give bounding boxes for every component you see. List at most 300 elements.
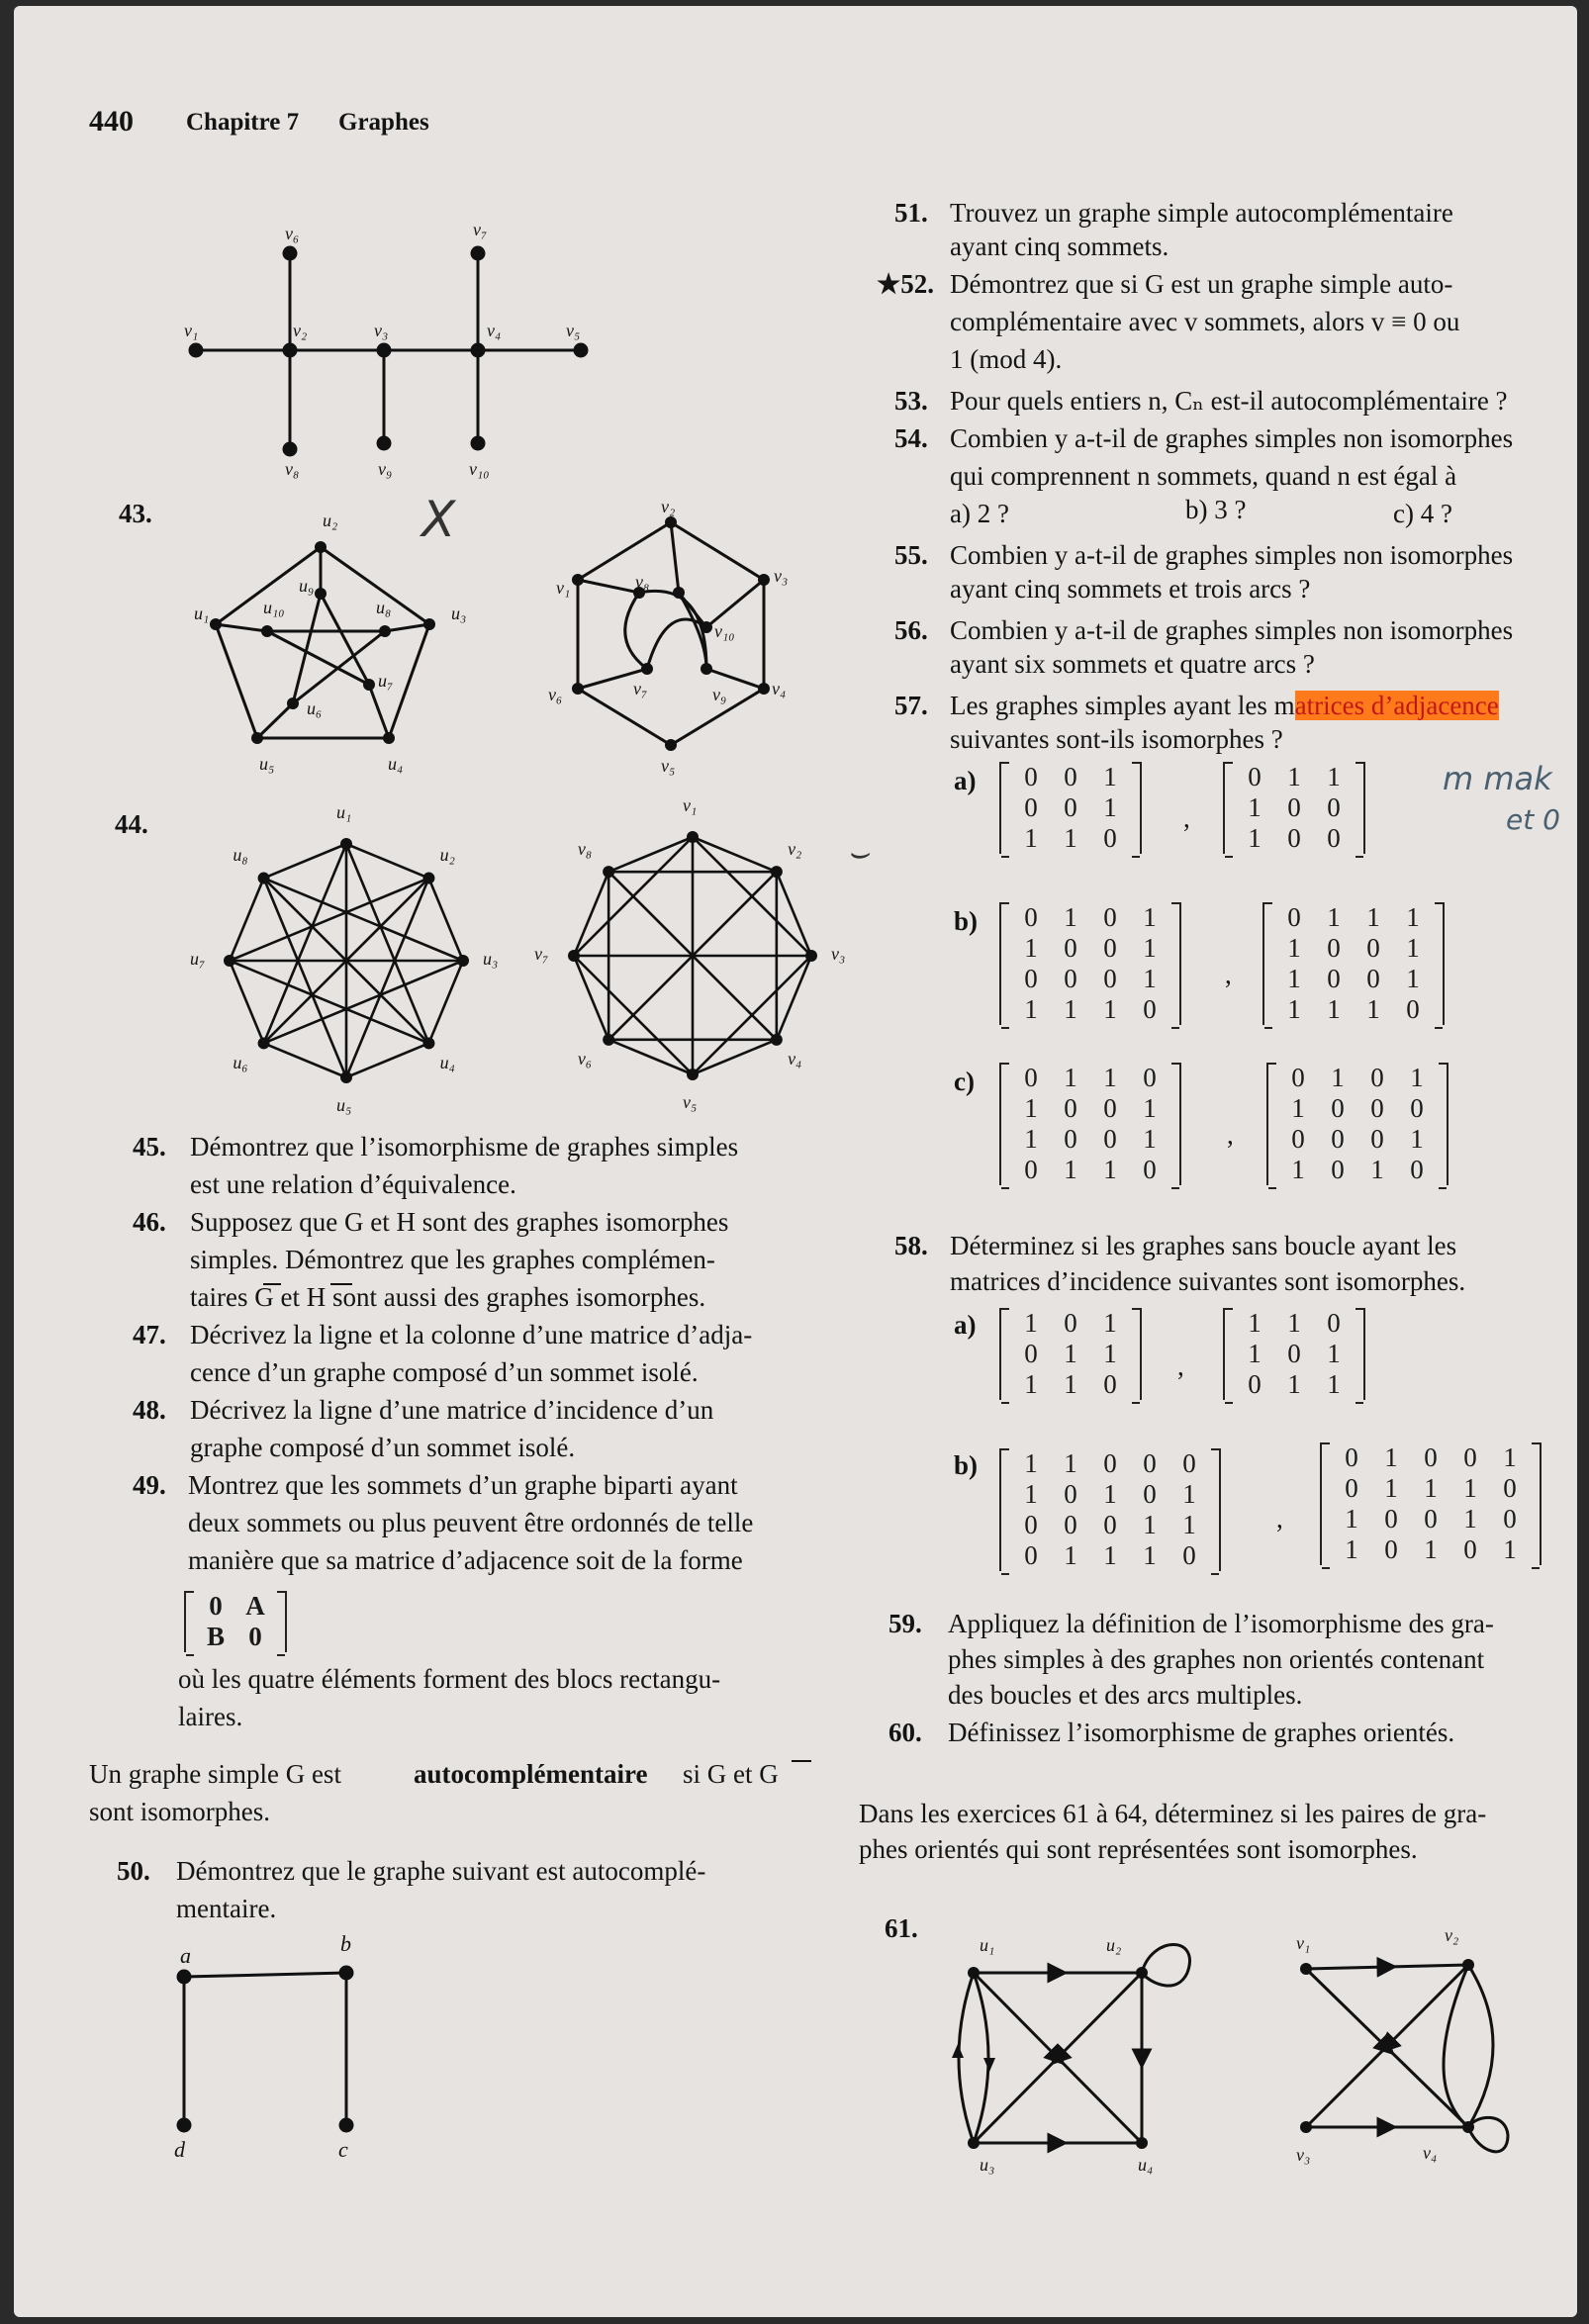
- matrix-cell: 0: [1406, 994, 1420, 1024]
- vertex-u2: [315, 541, 327, 553]
- label-a: a: [180, 1943, 191, 1968]
- matrix-cell: 0: [1143, 1479, 1157, 1509]
- matrix-cell: 0: [1463, 1442, 1477, 1472]
- matrix-cell: 1: [1406, 964, 1420, 993]
- matrix-cell: 0: [1064, 1308, 1077, 1338]
- matrix-cell: 1: [1370, 1155, 1384, 1184]
- matrix-cell: 0: [1064, 1124, 1077, 1154]
- ex44-right-label: v₄: [788, 1049, 802, 1069]
- matrix-cell: 0: [1503, 1504, 1517, 1534]
- matrix-cell: 1: [1064, 823, 1077, 853]
- ex44-right-label: v₁: [683, 795, 698, 815]
- matrix-cell: 1: [1143, 902, 1157, 932]
- vertex-v10: [472, 437, 484, 449]
- matrix-cell: 0: [1248, 762, 1262, 791]
- matrix-cell: 0: [1370, 1124, 1384, 1154]
- matrix-cell: 0: [1024, 964, 1038, 993]
- matrix-57c-2: [1266, 1063, 1449, 1185]
- ex57-b-label: b): [954, 906, 979, 936]
- matrix-cell: 1: [1287, 964, 1301, 993]
- ex48-line1: Décrivez la ligne d’une matrice d’incidence d’un: [190, 1395, 714, 1425]
- matrix-cell: 1: [1103, 1155, 1117, 1184]
- matrix-cell: 1: [1064, 1369, 1077, 1399]
- matrix-cell: 0: [1143, 1063, 1157, 1092]
- matrix-cell: 1: [1291, 1093, 1305, 1123]
- comma: ,: [1183, 803, 1190, 833]
- matrix-cell: 0: [1103, 1510, 1117, 1539]
- ex44-number: 44.: [115, 809, 148, 839]
- vertex-v8: [284, 443, 296, 455]
- ex44-right-edge: [777, 956, 811, 1040]
- matrix-cell: 0: [1103, 1448, 1117, 1478]
- label-u10: u₁₀: [263, 598, 285, 617]
- ex44-left-vertex: [422, 1037, 434, 1049]
- matrix-cell: 1: [1463, 1473, 1477, 1503]
- matrix-cell: 1: [1064, 902, 1077, 932]
- matrix-cell: 1: [1103, 994, 1117, 1024]
- ex54-line2: qui comprennent n sommets, quand n est égal à: [950, 461, 1457, 491]
- matrix-cell: 1: [1103, 1540, 1117, 1570]
- ex44-right-label: v₆: [577, 1049, 593, 1069]
- ex51-line2: ayant cinq sommets.: [950, 232, 1169, 261]
- matrix-cell: 0: [1287, 823, 1301, 853]
- ex48-number: 48.: [133, 1395, 166, 1425]
- ex52-line3: 1 (mod 4).: [950, 344, 1063, 374]
- ex56-number: 56.: [894, 615, 928, 645]
- matrix-cell: 1: [1143, 1093, 1157, 1123]
- matrix-cell: 1: [1103, 1063, 1117, 1092]
- matrix-cell: 0: [1463, 1534, 1477, 1564]
- ex44-left-label: u₃: [483, 949, 499, 969]
- matrix-cell: 1: [1248, 823, 1262, 853]
- matrix-57a-1: [999, 762, 1142, 854]
- matrix-cell: 0: [1424, 1442, 1438, 1472]
- matrix-cell: 1: [1182, 1510, 1196, 1539]
- ex44-right-vertex: [687, 1069, 699, 1080]
- matrix-cell: 0: [1064, 792, 1077, 822]
- ex56-line1: Combien y a-t-il de graphes simples non isomorphes: [950, 615, 1514, 645]
- ex52-line2: complémentaire avec v sommets, alors v ≡ 0 ou: [950, 307, 1460, 336]
- matrix-cell: 0: [1064, 762, 1077, 791]
- vertex-u5: [251, 732, 263, 744]
- matrix-cell: 0: [1182, 1448, 1196, 1478]
- label-u9: u₉: [299, 576, 315, 596]
- ex52-number: ★52.: [877, 269, 934, 299]
- ex44-left-label: u₇: [190, 949, 206, 969]
- matrix-cell: 0: [1024, 1155, 1038, 1184]
- matrix-cell: 1: [1024, 1448, 1038, 1478]
- matrix-cell: 0: [1143, 994, 1157, 1024]
- matrix-cell: 0: [1345, 1473, 1358, 1503]
- ex57-c-label: c): [954, 1067, 975, 1096]
- matrix-cell: 0: [1410, 1155, 1424, 1184]
- ex44-right-label: v₇: [534, 944, 549, 964]
- matrix-cell: 0: [1103, 933, 1117, 963]
- ex46-line1: Supposez que G et H sont des graphes isomorphes: [190, 1207, 729, 1237]
- matrix-cell: 1: [1287, 933, 1301, 963]
- ex44-right-vertex: [568, 950, 580, 962]
- matrix-cell: 1: [1024, 1369, 1038, 1399]
- matrix-cell: 0: [1331, 1124, 1345, 1154]
- matrix-cell: 1: [1064, 1063, 1077, 1092]
- ex44-right-vertex: [603, 1034, 614, 1046]
- matrix-cell: 0: [1024, 1339, 1038, 1368]
- matrix-cell: 1: [1410, 1063, 1424, 1092]
- matrix-cell: 1: [1331, 1063, 1345, 1092]
- ex47-line1: Décrivez la ligne et la colonne d’une matrice d’adja-: [190, 1320, 753, 1349]
- ex44-right-edge: [574, 872, 608, 956]
- ex58-b-label: b): [954, 1450, 979, 1480]
- matrix-cell: 1: [1248, 1308, 1262, 1338]
- ex54-c: c) 4 ?: [1393, 499, 1452, 528]
- ex44-left-vertex: [258, 1037, 270, 1049]
- ex54-a: a) 2 ?: [950, 499, 1009, 528]
- vertex-u4: [383, 732, 395, 744]
- ex44-right-vertex: [771, 1034, 783, 1046]
- matrix-cell: 1: [1384, 1442, 1398, 1472]
- ex44-right-label: v₃: [831, 944, 846, 964]
- ex44-left-label: u₁: [336, 802, 352, 822]
- ex55-number: 55.: [894, 540, 928, 570]
- vertex-v3: [378, 344, 390, 356]
- ex45-line2: est une relation d’équivalence.: [190, 1169, 516, 1199]
- matrix-cell: 1: [1248, 1339, 1262, 1368]
- vertex-v1: [190, 344, 202, 356]
- label-r-v1: v₁: [556, 578, 571, 598]
- label-v8: v₈: [285, 459, 300, 479]
- matrix-cell: 1: [1327, 1339, 1341, 1368]
- matrix-cell: 1: [1366, 902, 1380, 932]
- matrix-cell: 0: [1327, 792, 1341, 822]
- label-v5: v₅: [566, 321, 581, 340]
- matrix-cell: 0: [1182, 1540, 1196, 1570]
- ex56-line2: ayant six sommets et quatre arcs ?: [950, 649, 1315, 679]
- matrix-cell: 1: [1384, 1473, 1398, 1503]
- matrix-cell: 0: [1327, 933, 1341, 963]
- label-r-v8: v₈: [635, 572, 650, 592]
- label-r-v9: v₉: [712, 685, 727, 704]
- label-u8: u₈: [376, 598, 392, 617]
- matrix-57b-1: [999, 902, 1181, 1025]
- vertex-v7: [472, 247, 484, 259]
- matrix-cell: 0: [1103, 823, 1117, 853]
- ex47-line2: cence d’un graphe composé d’un sommet isolé.: [190, 1357, 699, 1387]
- matrix-cell: 0: [1024, 1540, 1038, 1570]
- matrix-cell: 0: [1064, 964, 1077, 993]
- matrix-cell: 1: [1103, 762, 1117, 791]
- matrix-cell: 1: [1064, 1540, 1077, 1570]
- comma: ,: [1227, 1120, 1234, 1150]
- label-r-v2: v₂: [661, 497, 676, 516]
- vertex-u1: [210, 618, 222, 630]
- ex60-number: 60.: [888, 1718, 922, 1747]
- matrix-cell: 0: [1248, 1369, 1262, 1399]
- matrix-cell: 0: [1384, 1504, 1398, 1534]
- ex44-right-edge: [777, 872, 811, 956]
- ex58-line2: matrices d’incidence suivantes sont isomorphes.: [950, 1266, 1466, 1296]
- matrix-58a-2: [1223, 1308, 1365, 1400]
- handwritten-arrow: ⌣: [847, 833, 870, 873]
- label-e61-v4: v₄: [1423, 2143, 1438, 2163]
- matrix-cell: 1: [1345, 1504, 1358, 1534]
- page-number: 440: [89, 105, 134, 138]
- ex57-a-label: a): [954, 766, 977, 795]
- ex50-number: 50.: [117, 1856, 150, 1886]
- matrix-cell: 0: [1064, 1093, 1077, 1123]
- matrix-cell: 1: [1143, 1124, 1157, 1154]
- ex49-number: 49.: [133, 1470, 166, 1500]
- label-r-v10: v₁₀: [714, 621, 735, 641]
- graph-ex61-right: [14, 6, 15, 7]
- matrix-cell: 0: [1370, 1093, 1384, 1123]
- matrix-cell: 1: [1103, 1339, 1117, 1368]
- vertex-v9: [378, 437, 390, 449]
- matrix-57b-2: [1262, 902, 1445, 1025]
- definition-part1: Un graphe simple G est: [89, 1759, 341, 1789]
- ex44-right-vertex: [771, 866, 783, 878]
- matrix-58b-2: [1320, 1442, 1542, 1565]
- label-u7: u₇: [378, 671, 394, 691]
- matrix-cell: 0: [1503, 1473, 1517, 1503]
- ex54-line1: Combien y a-t-il de graphes simples non isomorphes: [950, 423, 1514, 453]
- label-v10: v₁₀: [469, 459, 490, 479]
- matrix-cell: 1: [1287, 1369, 1301, 1399]
- matrix-cell: 0: [1287, 792, 1301, 822]
- matrix-cell: 1: [1287, 1308, 1301, 1338]
- ex44-right-label: v₅: [683, 1092, 698, 1112]
- matrix-cell: 1: [1406, 933, 1420, 963]
- block-0b: 0: [248, 1622, 262, 1651]
- ex49-line5: laires.: [178, 1702, 243, 1731]
- block-b: B: [206, 1622, 225, 1651]
- matrix-cell: 0: [1024, 762, 1038, 791]
- vertex-u7: [363, 679, 375, 691]
- vertex-u3: [423, 618, 435, 630]
- label-v6: v₆: [285, 224, 300, 243]
- matrix-cell: 1: [1366, 994, 1380, 1024]
- vertex-u10: [261, 625, 273, 637]
- ex44-right-edge: [693, 1040, 777, 1074]
- vertex-u6: [287, 697, 299, 709]
- matrix-cell: 0: [1331, 1093, 1345, 1123]
- matrix-cell: 1: [1064, 1448, 1077, 1478]
- label-c: c: [338, 2137, 348, 2162]
- ex53-number: 53.: [894, 386, 928, 416]
- intro-line1: Dans les exercices 61 à 64, déterminez si les paires de gra-: [859, 1799, 1487, 1828]
- label-v1: v₁: [184, 321, 199, 340]
- label-v3: v₃: [374, 321, 389, 340]
- matrix-cell: 0: [1103, 1093, 1117, 1123]
- handwritten-note: m mak: [1443, 760, 1552, 797]
- matrix-cell: 1: [1327, 994, 1341, 1024]
- ex44-right-vertex: [687, 831, 699, 843]
- highlighted-phrase: atrices d’adjacence: [1294, 691, 1499, 720]
- matrix-cell: 1: [1103, 792, 1117, 822]
- label-r-v3: v₃: [774, 566, 789, 586]
- handwritten-x-mark: X: [421, 491, 456, 548]
- ex47-number: 47.: [133, 1320, 166, 1349]
- ex44-left-vertex: [224, 955, 235, 967]
- matrix-cell: 0: [1103, 1124, 1117, 1154]
- ex51-line1: Trouvez un graphe simple autocomplémentaire: [950, 198, 1453, 228]
- ex46-line3: taires G et H sont aussi des graphes isomorphes.: [190, 1282, 706, 1312]
- matrix-cell: 1: [1327, 902, 1341, 932]
- ex58-a-label: a): [954, 1310, 977, 1340]
- matrix-cell: 0: [1024, 792, 1038, 822]
- matrix-cell: 0: [1064, 1510, 1077, 1539]
- label-e61-u1: u₁: [980, 1935, 995, 1955]
- textbook-page: [14, 6, 1577, 2317]
- matrix-cell: 0: [1345, 1442, 1358, 1472]
- label-e61-u3: u₃: [980, 2155, 995, 2175]
- ex44-left-label: u₄: [439, 1052, 455, 1072]
- matrix-cell: 0: [1143, 1448, 1157, 1478]
- matrix-cell: 1: [1064, 1155, 1077, 1184]
- matrix-cell: 0: [1287, 902, 1301, 932]
- matrix-cell: 0: [1103, 1369, 1117, 1399]
- matrix-cell: 1: [1287, 762, 1301, 791]
- label-v7: v₇: [473, 220, 488, 239]
- matrix-cell: 0: [1424, 1504, 1438, 1534]
- matrix-cell: 0: [1291, 1063, 1305, 1092]
- matrix-cell: 0: [1064, 933, 1077, 963]
- vertex-v4: [472, 344, 484, 356]
- ex60-line1: Définissez l’isomorphisme de graphes orientés.: [948, 1718, 1455, 1747]
- label-u2: u₂: [323, 511, 338, 530]
- matrix-cell: 1: [1424, 1473, 1438, 1503]
- ex57-number: 57.: [894, 691, 928, 720]
- intro-line2: phes orientés qui sont représentées sont isomorphes.: [859, 1834, 1418, 1864]
- comma: ,: [1177, 1351, 1184, 1381]
- ex44-left-label: u₂: [439, 845, 455, 866]
- block-a: A: [245, 1591, 265, 1621]
- ex57-line1-text: Les graphes simples ayant les m: [950, 691, 1295, 720]
- matrix-cell: 0: [1103, 964, 1117, 993]
- matrix-cell: 1: [1064, 994, 1077, 1024]
- ex45-line1: Démontrez que l’isomorphisme de graphes simples: [190, 1132, 739, 1162]
- comma: ,: [1276, 1504, 1283, 1534]
- matrix-cell: 0: [1370, 1063, 1384, 1092]
- ex44-right-edge: [693, 837, 777, 872]
- ex44-left-vertex: [340, 838, 352, 850]
- matrix-cell: 0: [1366, 933, 1380, 963]
- ex50-line2: mentaire.: [176, 1894, 277, 1923]
- ex52-line1: Démontrez que si G est un graphe simple auto-: [950, 269, 1453, 299]
- label-u5: u₅: [259, 754, 275, 774]
- ex54-number: 54.: [894, 423, 928, 453]
- matrix-cell: 0: [1143, 1155, 1157, 1184]
- block-matrix: [184, 1591, 287, 1652]
- label-u3: u₃: [451, 604, 467, 623]
- vertex-v5: [575, 344, 587, 356]
- ex49-line1: Montrez que les sommets d’un graphe biparti ayant: [188, 1470, 738, 1500]
- ex44-right-vertex: [603, 866, 614, 878]
- ex43-number: 43.: [119, 499, 152, 528]
- matrix-cell: 0: [1384, 1534, 1398, 1564]
- matrix-cell: 1: [1406, 902, 1420, 932]
- label-r-v5: v₅: [661, 756, 676, 776]
- ex61-number: 61.: [885, 1913, 918, 1943]
- matrix-cell: 0: [1410, 1093, 1424, 1123]
- matrix-cell: 1: [1410, 1124, 1424, 1154]
- matrix-cell: 1: [1463, 1504, 1477, 1534]
- matrix-cell: 0: [1064, 1479, 1077, 1509]
- ex45-number: 45.: [133, 1132, 166, 1162]
- matrix-cell: 1: [1024, 1479, 1038, 1509]
- ex44-left-label: u₅: [336, 1095, 352, 1115]
- ex46-number: 46.: [133, 1207, 166, 1237]
- label-v9: v₉: [378, 459, 393, 479]
- ex46-line2: simples. Démontrez que les graphes complémen-: [190, 1245, 715, 1274]
- matrix-cell: 0: [1327, 1308, 1341, 1338]
- definition-part2: si G et G: [683, 1759, 779, 1789]
- label-e61-v3: v₃: [1296, 2145, 1311, 2165]
- label-b: b: [340, 1931, 351, 1956]
- matrix-cell: 1: [1024, 1308, 1038, 1338]
- ex49-line3: manière que sa matrice d’adjacence soit de la forme: [188, 1545, 743, 1575]
- label-u6: u₆: [307, 698, 323, 718]
- label-d: d: [174, 2137, 185, 2162]
- matrix-cell: 0: [1024, 1063, 1038, 1092]
- matrix-58b-1: [999, 1448, 1221, 1571]
- ex44-left-vertex: [422, 873, 434, 884]
- section-title: Graphes: [338, 109, 429, 136]
- chapter-label: Chapitre 7: [186, 109, 300, 136]
- matrix-cell: 0: [1287, 1339, 1301, 1368]
- label-e61-u2: u₂: [1106, 1935, 1122, 1955]
- ex44-right-edge: [608, 837, 693, 872]
- matrix-cell: 1: [1103, 1308, 1117, 1338]
- matrix-cell: 1: [1327, 762, 1341, 791]
- definition-line2: sont isomorphes.: [89, 1797, 271, 1826]
- matrix-cell: 1: [1143, 1540, 1157, 1570]
- ex59-line1: Appliquez la définition de l’isomorphisme des gra-: [948, 1609, 1494, 1638]
- ex48-line2: graphe composé d’un sommet isolé.: [190, 1433, 576, 1462]
- vertex-u8: [379, 625, 391, 637]
- handwritten-note-2: et 0: [1506, 803, 1560, 836]
- matrix-cell: 1: [1182, 1479, 1196, 1509]
- label-r-v6: v₆: [548, 685, 563, 704]
- ex51-number: 51.: [894, 198, 928, 228]
- ex59-line3: des boucles et des arcs multiples.: [948, 1680, 1303, 1710]
- matrix-cell: 1: [1024, 823, 1038, 853]
- label-v4: v₄: [487, 321, 502, 340]
- matrix-cell: 1: [1503, 1442, 1517, 1472]
- ex55-line1: Combien y a-t-il de graphes simples non isomorphes: [950, 540, 1514, 570]
- ex44-left-vertex: [340, 1071, 352, 1083]
- ex55-line2: ayant cinq sommets et trois arcs ?: [950, 574, 1311, 604]
- label-e61-v1: v₁: [1296, 1933, 1311, 1953]
- definition-term: autocomplémentaire: [414, 1759, 648, 1789]
- label-u1: u₁: [194, 604, 210, 623]
- ex57-line1: [950, 687, 1499, 724]
- matrix-cell: 0: [1024, 1510, 1038, 1539]
- matrix-cell: 1: [1064, 1339, 1077, 1368]
- label-u4: u₄: [388, 754, 404, 774]
- ex50-line1: Démontrez que le graphe suivant est autocomplé-: [176, 1856, 706, 1886]
- matrix-cell: 0: [1024, 902, 1038, 932]
- matrix-cell: 1: [1248, 792, 1262, 822]
- label-r-v7: v₇: [633, 679, 648, 698]
- matrix-cell: 0: [1366, 964, 1380, 993]
- matrix-cell: 1: [1143, 1510, 1157, 1539]
- ex44-right-vertex: [805, 950, 817, 962]
- matrix-cell: 1: [1424, 1534, 1438, 1564]
- ex58-number: 58.: [894, 1231, 928, 1260]
- matrix-cell: 1: [1024, 994, 1038, 1024]
- ex58-line1: Déterminez si les graphes sans boucle ayant les: [950, 1231, 1457, 1260]
- matrix-cell: 1: [1143, 964, 1157, 993]
